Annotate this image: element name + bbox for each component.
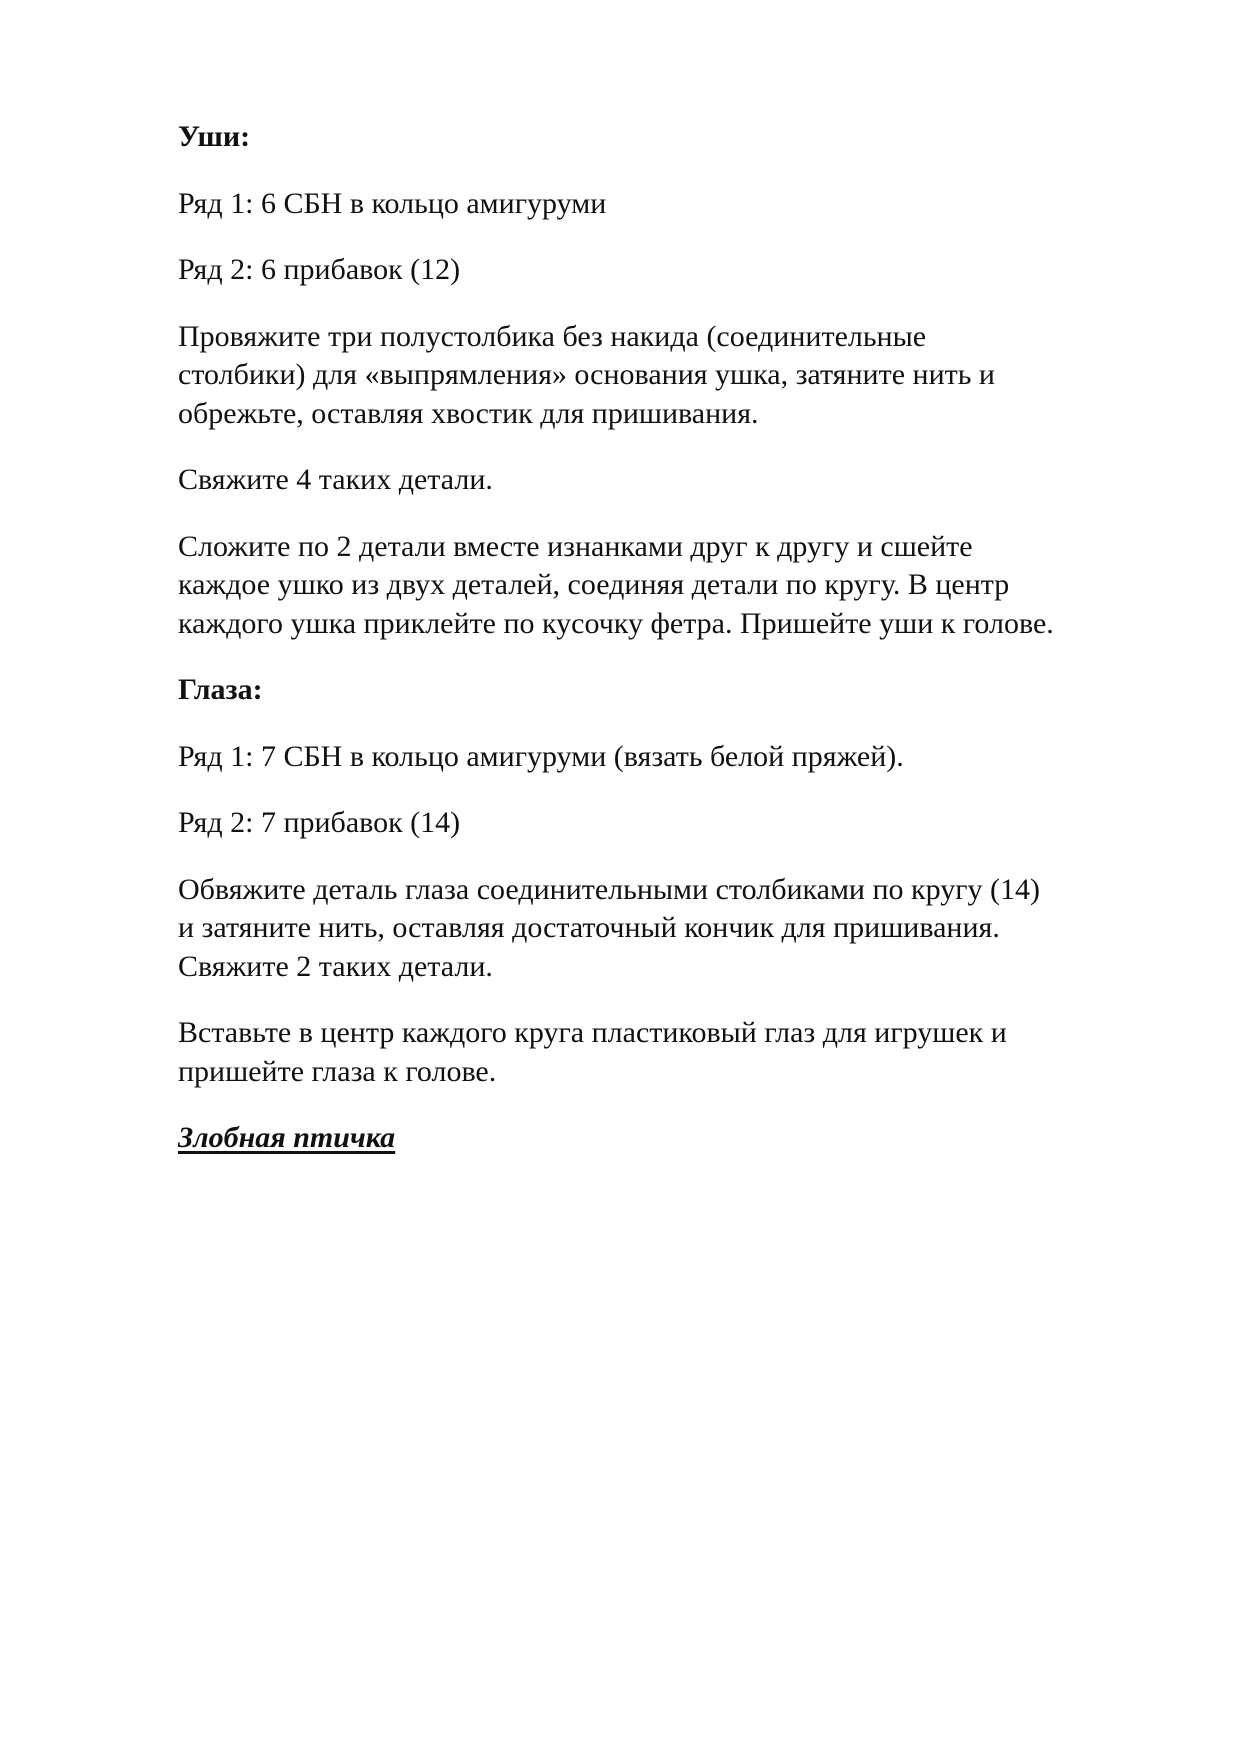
eyes-paragraph-2: Вставьте в центр каждого круга пластиковый глаз для игрушек и пришейте глаза к голове. — [178, 1016, 1007, 1088]
eyes-row-2: Ряд 2: 7 прибавок (14) — [178, 806, 461, 839]
eyes-paragraph-1: Обвяжите деталь глаза соединительными столбиками по кругу (14) и затяните нить, оставляя достаточный кончик для пришивания. Свяжите 2 таких детали. — [178, 872, 1041, 983]
ears-paragraph-1: Провяжите три полустолбика без накида (соединительные столбики) для «выпрямления» основания ушка, затяните нить и обрежьте, оставляя хвостик для пришивания. — [178, 319, 995, 430]
ears-paragraph-3: Сложите по 2 детали вместе изнанками друг к другу и сшейте каждое ушко из двух деталей, соединяя детали по кругу. В центр каждого ушка приклейте по кусочку фетра. Пришейте уши к голове. — [178, 529, 1054, 640]
ears-row-1: Ряд 1: 6 СБН в кольцо амигуруми — [178, 186, 607, 220]
document-body — [178, 118, 1178, 1158]
section-heading-angry-bird: Злобная птичка — [178, 1121, 396, 1154]
eyes-row-1: Ряд 1: 7 СБН в кольцо амигуруми (вязать белой пряжей). — [178, 739, 904, 773]
section-heading-eyes: Глаза: — [178, 673, 263, 706]
ears-paragraph-2: Свяжите 4 таких детали. — [178, 463, 493, 496]
section-heading-ears: Уши: — [178, 120, 251, 153]
ears-row-2: Ряд 2: 6 прибавок (12) — [178, 253, 461, 286]
